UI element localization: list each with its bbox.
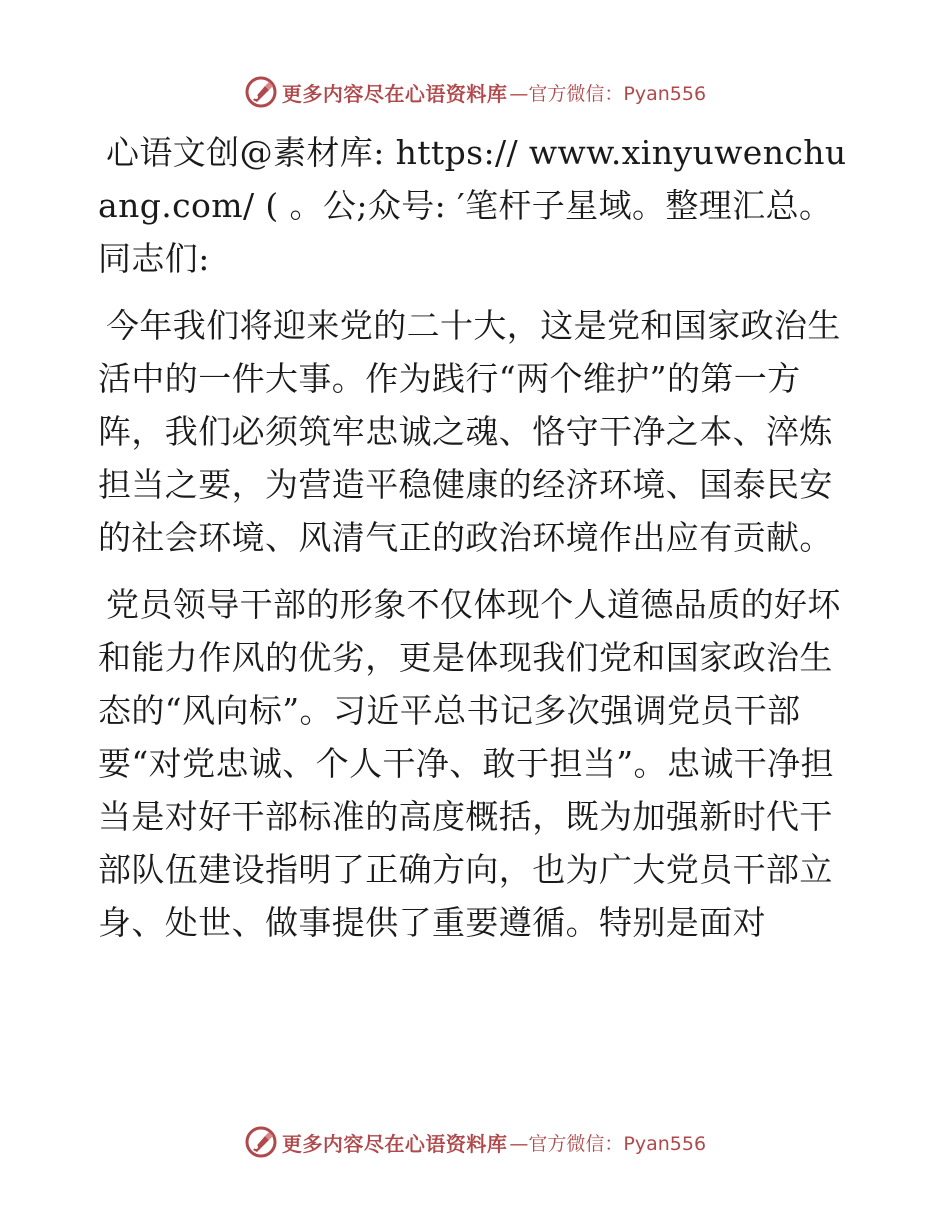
banner-wechat-text: —官方微信：Pyan556 <box>509 82 707 105</box>
footer-banner <box>0 1122 950 1162</box>
pen-nib-logo-icon <box>244 1125 278 1159</box>
header-banner <box>0 72 950 112</box>
document-body <box>98 126 858 961</box>
banner-main-text: 更多内容尽在心语资料库 <box>281 81 508 106</box>
paragraph-3: 党员领导干部的形象不仅体现个人道德品质的好坏和能力作风的优劣，更是体现我们党和国家政治生态的“风向标”。习近平总书记多次强调党员干部要“对党忠诚、个人干净、敢于担当”。忠诚干净担当是对好干部标准的高度概括，既为加强新时代干部队伍建设指明了正确方向，也为广大党员干部立身、处世、做事提供了重要遵循。特别是面对 <box>98 585 841 942</box>
banner-wechat-text: —官方微信：Pyan556 <box>509 1132 707 1155</box>
banner-main-text: 更多内容尽在心语资料库 <box>281 1131 508 1156</box>
pen-nib-logo-icon <box>244 75 278 109</box>
paragraph-1: 心语文创@素材库: https:// www.xinyuwenchuang.com/ ( 。公;众号: ′笔杆子星域。整理汇总。同志们: <box>98 133 847 278</box>
paragraph-2: 今年我们将迎来党的二十大，这是党和国家政治生活中的一件大事。作为践行“两个维护”的第一方阵，我们必须筑牢忠诚之魂、恪守干净之本、淬炼担当之要，为营造平稳健康的经济环境、国泰民安的社会环境、风清气正的政治环境作出应有贡献。 <box>98 306 841 557</box>
